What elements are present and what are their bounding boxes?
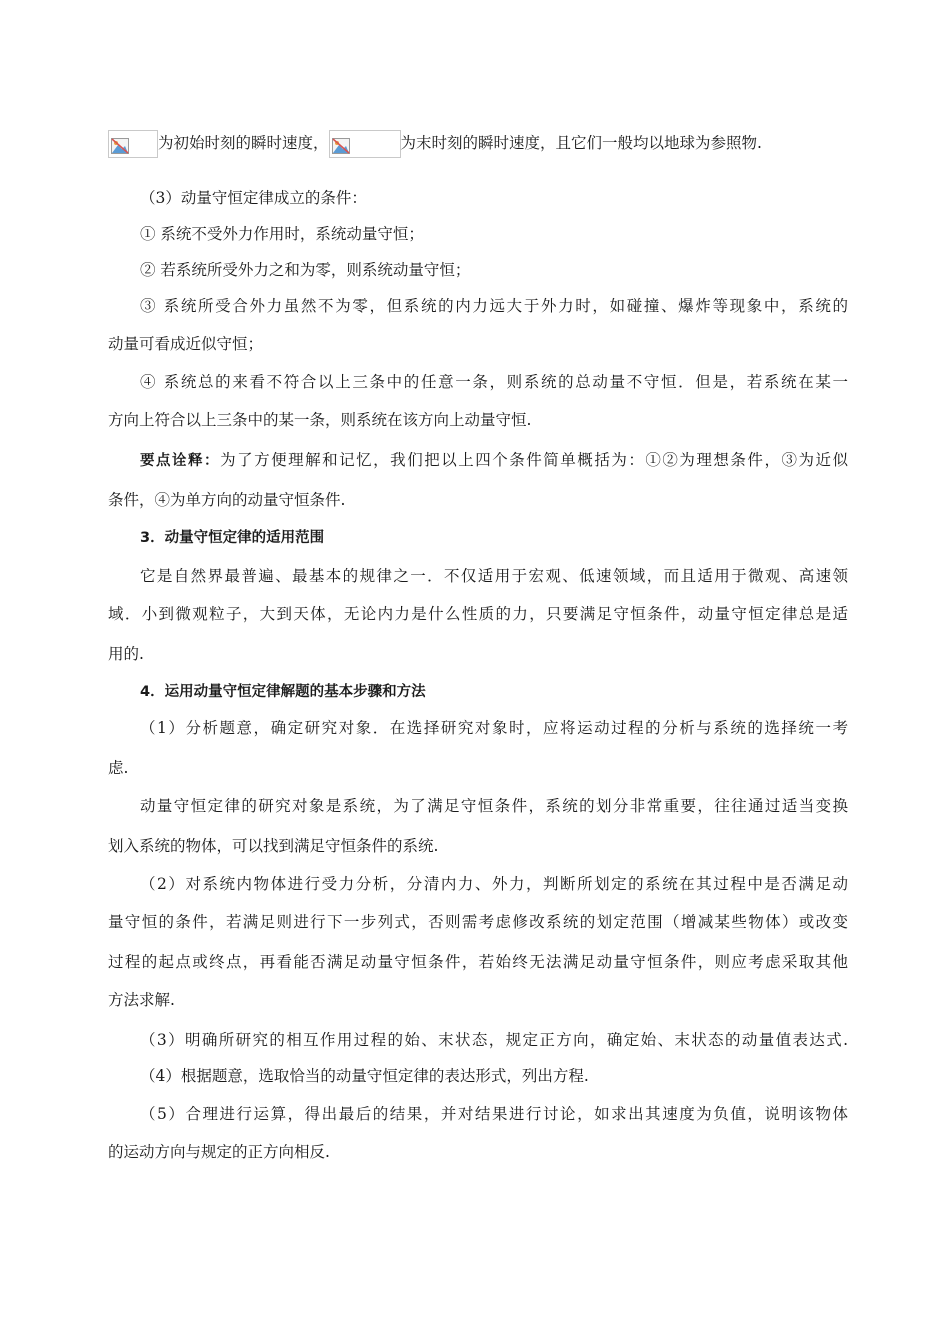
step-2-line-3: 过程的起点或终点，再看能否满足动量守恒条件，若始终无法满足动量守恒条件，则应考虑采取其他 — [108, 953, 848, 971]
condition-3-line-1: ③ 系统所受合外力虽然不为零，但系统的内力远大于外力时，如碰撞、爆炸等现象中，系统的 — [140, 297, 848, 315]
condition-2: ② 若系统所受外力之和为零，则系统动量守恒； — [140, 261, 471, 279]
key-point-text: 为了方便理解和记忆，我们把以上四个条件简单概括为：①②为理想条件，③为近似 — [220, 451, 848, 469]
step-3: （3）明确所研究的相互作用过程的始、末状态，规定正方向，确定始、末状态的动量值表达式. — [140, 1031, 848, 1049]
step-4: （4）根据题意，选取恰当的动量守恒定律的表达形式，列出方程. — [140, 1067, 589, 1085]
velocity-definition-line — [108, 130, 848, 158]
final-velocity-text: 为末时刻的瞬时速度，且它们一般均以地球为参照物. — [400, 134, 762, 152]
key-point-line-1 — [140, 450, 848, 471]
section-3-title: 3．动量守恒定律的适用范围 — [140, 530, 325, 546]
section-4-title: 4．运用动量守恒定律解题的基本步骤和方法 — [140, 684, 426, 700]
condition-4-line-2: 方向上符合以上三条中的某一条，则系统在该方向上动量守恒. — [108, 411, 532, 429]
step-2-line-2: 量守恒的条件，若满足则进行下一步列式，否则需考虑修改系统的划定范围（增减某些物体）或改变 — [108, 913, 848, 931]
section-3-line-3: 用的. — [108, 645, 144, 663]
section-3-line-1: 它是自然界最普遍、最基本的规律之一．不仅适用于宏观、低速领域，而且适用于微观、高速领 — [140, 567, 848, 585]
key-point-line-2: 条件，④为单方向的动量守恒条件. — [108, 491, 346, 509]
conditions-heading: （3）动量守恒定律成立的条件： — [140, 189, 367, 207]
key-point-label: 要点诠释： — [140, 453, 221, 469]
step-1-line-1: （1）分析题意，确定研究对象．在选择研究对象时，应将运动过程的分析与系统的选择统一考 — [140, 719, 848, 737]
step-1-line-2: 虑. — [108, 759, 129, 777]
section-3-line-2: 域．小到微观粒子，大到天体，无论内力是什么性质的力，只要满足守恒条件，动量守恒定律总是适 — [108, 605, 848, 623]
step-5-line-2: 的运动方向与规定的正方向相反. — [108, 1143, 330, 1161]
broken-image-icon — [108, 130, 158, 158]
step-1-note-line-1: 动量守恒定律的研究对象是系统，为了满足守恒条件，系统的划分非常重要，往往通过适当变换 — [140, 797, 848, 815]
step-1-note-line-2: 划入系统的物体，可以找到满足守恒条件的系统. — [108, 837, 439, 855]
broken-image-icon — [329, 130, 401, 158]
initial-velocity-text: 为初始时刻的瞬时速度， — [158, 134, 329, 152]
step-2-line-4: 方法求解. — [108, 991, 175, 1009]
step-2-line-1: （2）对系统内物体进行受力分析，分清内力、外力，判断所划定的系统在其过程中是否满足动 — [140, 875, 848, 893]
step-5-line-1: （5）合理进行运算，得出最后的结果，并对结果进行讨论，如求出其速度为负值，说明该物体 — [140, 1105, 848, 1123]
condition-4-line-1: ④ 系统总的来看不符合以上三条中的任意一条，则系统的总动量不守恒．但是，若系统在某一 — [140, 373, 848, 391]
condition-1: ① 系统不受外力作用时，系统动量守恒； — [140, 225, 424, 243]
condition-3-line-2: 动量可看成近似守恒； — [108, 335, 264, 353]
